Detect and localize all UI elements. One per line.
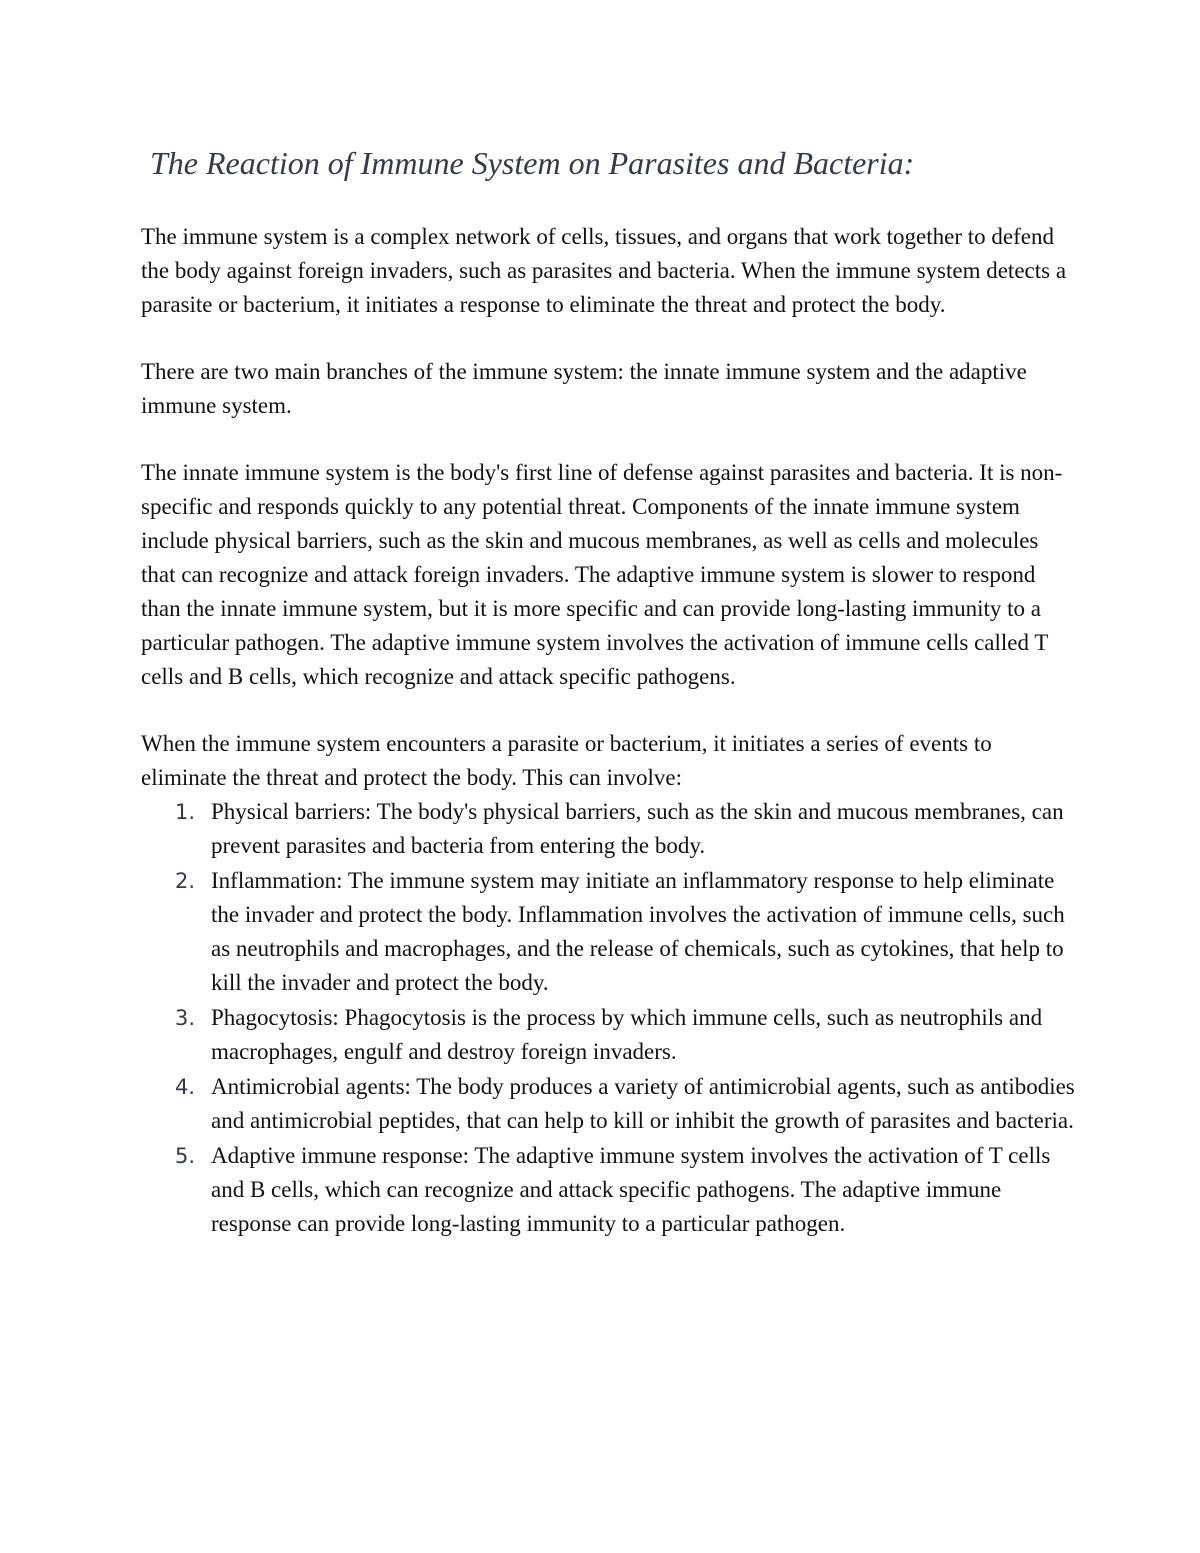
list-item: [141, 795, 1076, 863]
list-item-number: 3.: [175, 1006, 196, 1030]
paragraph-branches: There are two main branches of the immune system: the innate immune system and the adaptive immune system.: [141, 359, 1027, 418]
list-item-text: Antimicrobial agents: The body produces a variety of antimicrobial agents, such as antibodies and antimicrobial peptides, that can help to kill or inhibit the growth of parasites and bacteria.: [211, 1074, 1075, 1133]
list-item-text: Inflammation: The immune system may initiate an inflammatory response to help eliminate the invader and protect the body. Inflammation involves the activation of immune cells, such as neutrophils and macrophages, and the release of chemicals, such as cytokines, that help to kill the invader and protect the body.: [211, 868, 1065, 995]
paragraph-innate-adaptive: The innate immune system is the body's first line of defense against parasites and bacteria. It is non-specific and responds quickly to any potential threat. Components of the innate immune system include physical barriers, such as the skin and mucous membranes, as well as cells and molecules that can recognize and attack foreign invaders. The adaptive immune system is slower to respond than the innate immune system, but it is more specific and can provide long-lasting immunity to a particular pathogen. The adaptive immune system involves the activation of immune cells called T cells and B cells, which recognize and attack specific pathogens.: [141, 460, 1063, 689]
list-item-number: 2.: [175, 869, 196, 893]
paragraph-response-intro: When the immune system encounters a parasite or bacterium, it initiates a series of events to eliminate the threat and protect the body. This can involve:: [141, 731, 992, 790]
list-item-number: 4.: [175, 1075, 196, 1099]
document-body: [141, 220, 1076, 1242]
response-steps-list: [141, 795, 1076, 1241]
list-item: [141, 864, 1076, 1000]
paragraph-intro: The immune system is a complex network of cells, tissues, and organs that work together to defend the body against foreign invaders, such as parasites and bacteria. When the immune system detects a parasite or bacterium, it initiates a response to eliminate the threat and protect the body.: [141, 224, 1067, 317]
list-item: [141, 1139, 1076, 1241]
list-item: [141, 1070, 1076, 1138]
list-item: [141, 1001, 1076, 1069]
list-item-number: 5.: [175, 1144, 196, 1168]
list-item-text: Phagocytosis: Phagocytosis is the process by which immune cells, such as neutrophils and macrophages, engulf and destroy foreign invaders.: [211, 1005, 1043, 1064]
list-item-number: 1.: [175, 800, 196, 824]
list-item-text: Adaptive immune response: The adaptive immune system involves the activation of T cells and B cells, which can recognize and attack specific pathogens. The adaptive immune response can provide long-lasting immunity to a particular pathogen.: [211, 1143, 1051, 1236]
list-item-text: Physical barriers: The body's physical barriers, such as the skin and mucous membranes, can prevent parasites and bacteria from entering the body.: [211, 799, 1064, 858]
document-title: The Reaction of Immune System on Parasites and Bacteria:: [150, 145, 915, 181]
